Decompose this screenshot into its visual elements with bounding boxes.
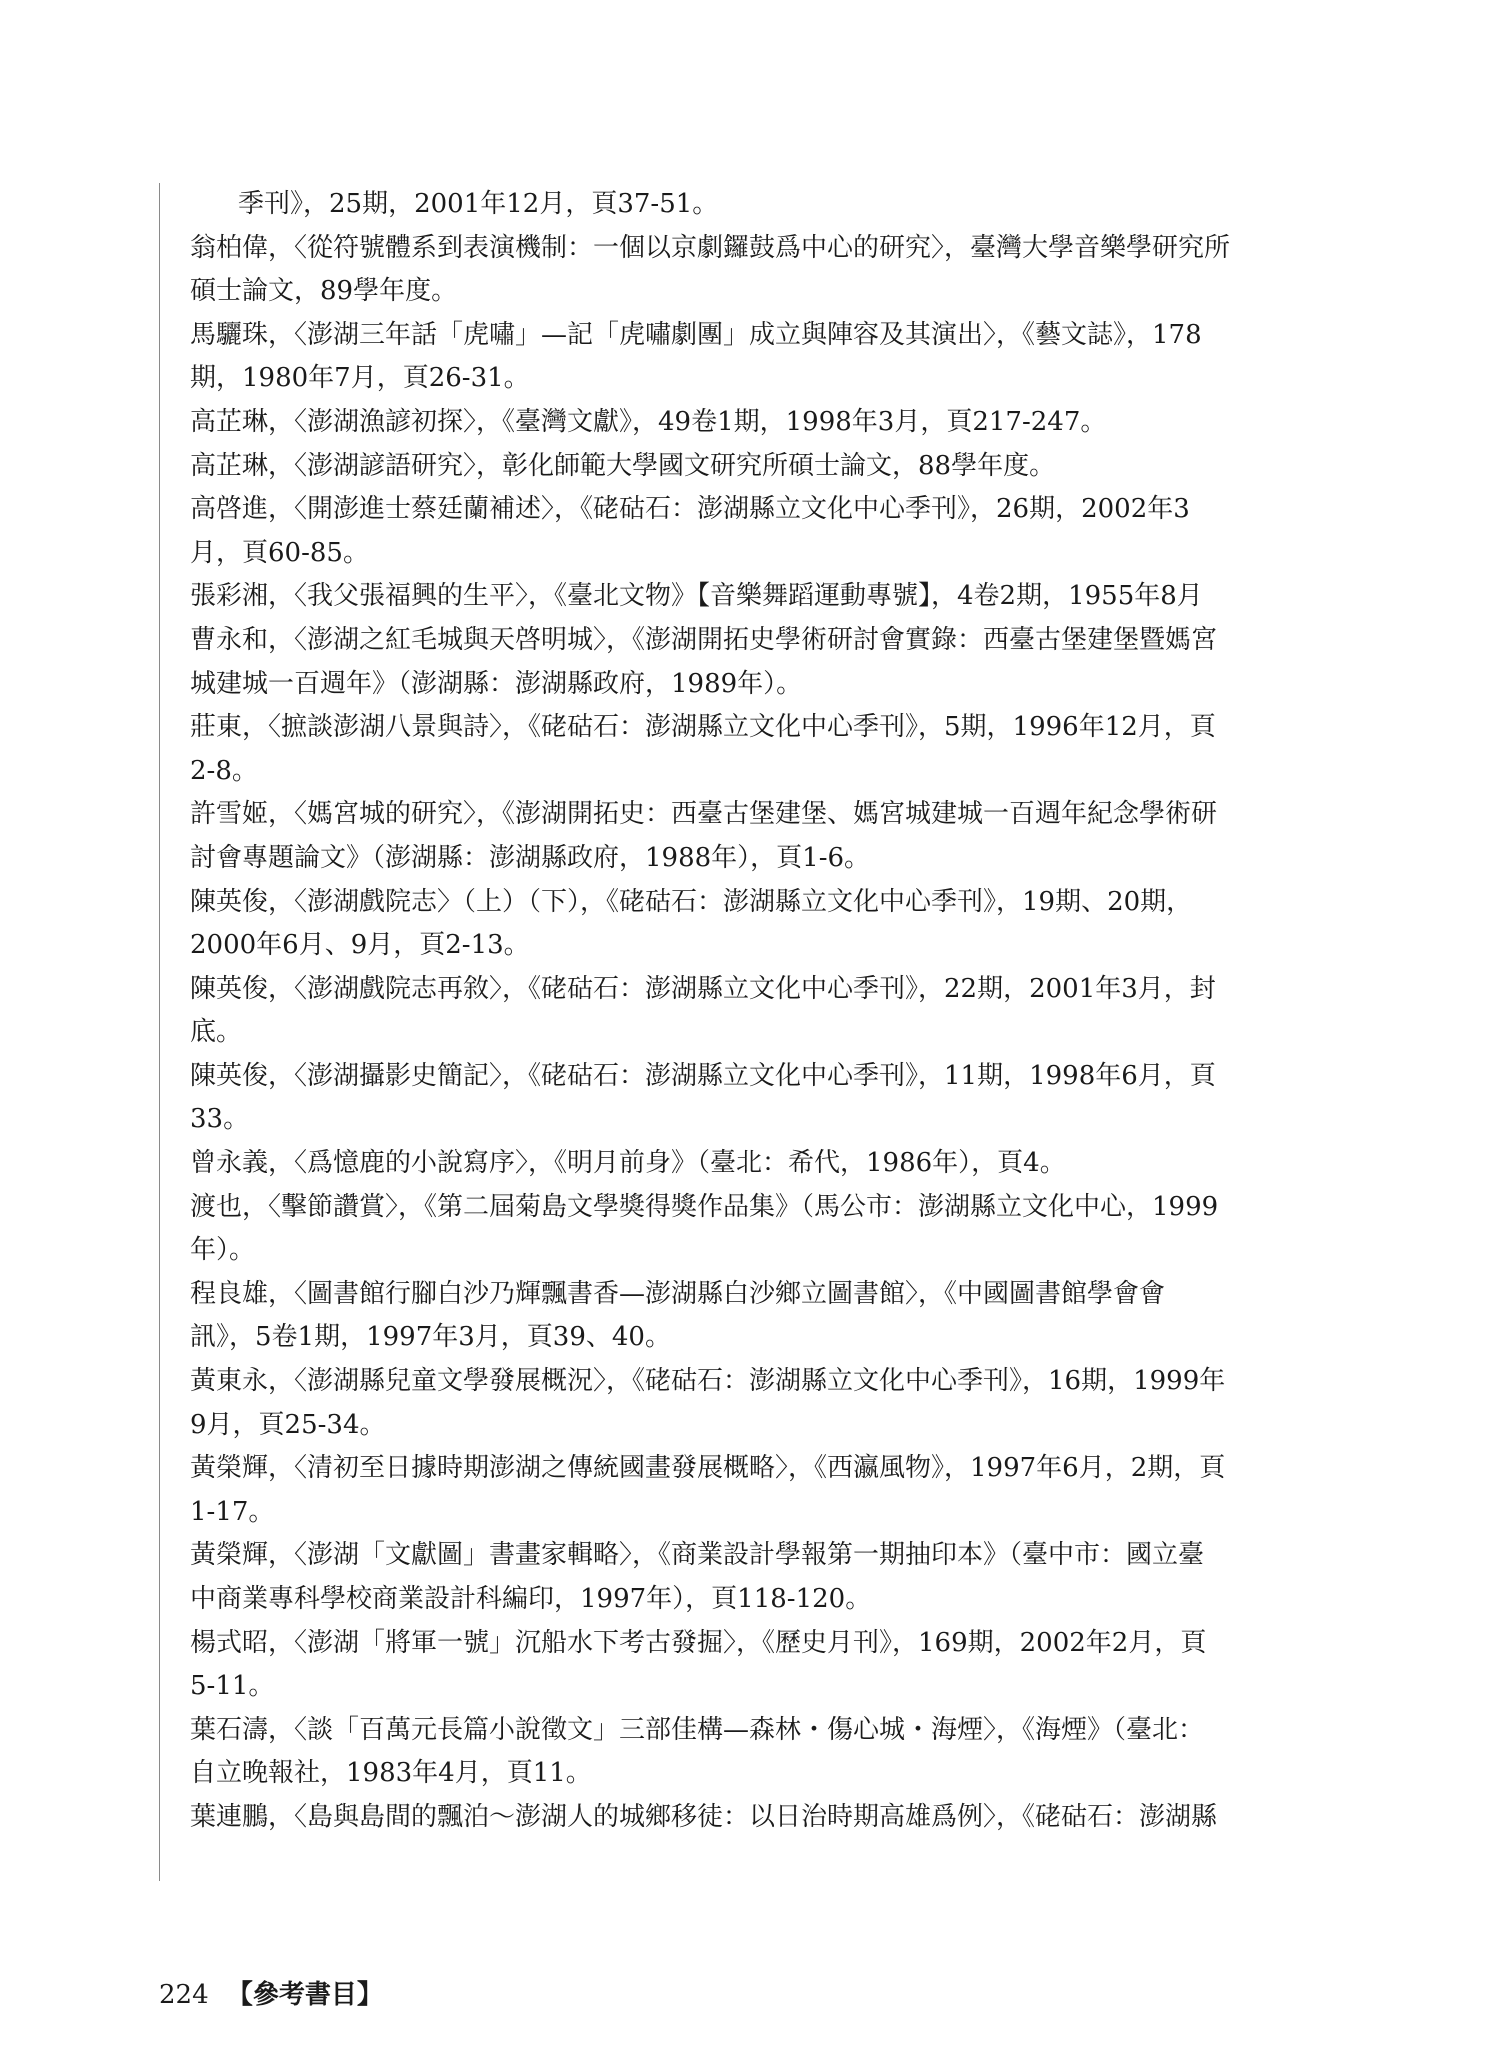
entry-line: 渡也，〈擊節讚賞〉，《第二屆菊島文學獎得獎作品集》（馬公市：澎湖縣立文化中心，1999 (190, 1191, 1219, 1222)
entry-line: 翁柏偉，〈從符號體系到表演機制：一個以京劇鑼鼓爲中心的研究〉，臺灣大學音樂學研究所 (190, 232, 1231, 263)
bibliography-entry (190, 401, 1340, 445)
page-number: 224 (159, 1980, 209, 2010)
entry-line: 程良雄，〈圖書館行腳白沙乃輝飄書香—澎湖縣白沙鄉立圖書館〉，《中國圖書館學會會 (190, 1278, 1166, 1309)
entry-line: 黃東永，〈澎湖縣兒童文學發展概況〉，《硓𥑮石：澎湖縣立文化中心季刊》，16期，1999年 (190, 1366, 1226, 1397)
entry-line: 高啓進，〈開澎進士蔡廷蘭補述〉，《硓𥑮石：澎湖縣立文化中心季刊》，26期，2002年3 (190, 494, 1190, 525)
bibliography-entry (190, 183, 1340, 227)
entry-line: 碩士論文，89學年度。 (190, 276, 458, 307)
entry-line: 馬驪珠，〈澎湖三年話「虎嘯」—記「虎嘯劇團」成立與陣容及其演出〉，《藝文誌》，178 (190, 319, 1202, 350)
entry-line: 5-11。 (190, 1671, 275, 1702)
bibliography-entry (190, 1186, 1340, 1273)
entry-line: 楊式昭，〈澎湖「將軍一號」沉船水下考古發掘〉，《歷史月刊》，169期，2002年2月，頁 (190, 1627, 1207, 1658)
entry-line: 黃榮輝，〈澎湖「文獻圖」書畫家輯略〉，《商業設計學報第一期抽印本》（臺中市：國立臺 (190, 1540, 1205, 1571)
entry-line: 黃榮輝，〈清初至日據時期澎湖之傳統國畫發展概略〉，《西瀛風物》，1997年6月，2期，頁 (190, 1453, 1226, 1484)
entry-line: 33。 (190, 1104, 250, 1135)
entry-line: 期，1980年7月，頁26-31。 (190, 363, 530, 394)
bibliography-entry (190, 793, 1340, 880)
bibliography-entry (190, 968, 1340, 1055)
entry-line: 底。 (190, 1017, 243, 1048)
entry-line: 城建城一百週年》（澎湖縣：澎湖縣政府，1989年）。 (190, 668, 803, 699)
bibliography-entry (190, 1622, 1340, 1709)
entry-line: 陳英俊，〈澎湖攝影史簡記〉，《硓𥑮石：澎湖縣立文化中心季刊》，11期，1998年6月，頁 (190, 1060, 1216, 1091)
entry-line: 陳英俊，〈澎湖戲院志再敘〉，《硓𥑮石：澎湖縣立文化中心季刊》，22期，2001年3月，封 (190, 973, 1216, 1004)
section-title: 【參考書目】 (226, 1980, 383, 2010)
bibliography-entry (190, 1142, 1340, 1186)
entry-line: 許雪姬，〈媽宮城的研究〉，《澎湖開拓史：西臺古堡建堡、媽宮城建城一百週年紀念學術研 (190, 799, 1218, 830)
entry-line: 訊》，5卷1期，1997年3月，頁39、40。 (190, 1322, 671, 1353)
page-footer (159, 1978, 383, 2012)
entry-line: 月，頁60-85。 (190, 537, 369, 568)
bibliography-entry (190, 1360, 1340, 1447)
entry-line: 討會專題論文》（澎湖縣：澎湖縣政府，1988年），頁1-6。 (190, 842, 871, 873)
bibliography-entry (190, 619, 1340, 706)
entry-line: 陳英俊，〈澎湖戲院志〉（上）（下），《硓𥑮石：澎湖縣立文化中心季刊》，19期、20期， (190, 886, 1193, 917)
bibliography-entry (190, 1796, 1340, 1840)
entry-line: 曹永和，〈澎湖之紅毛城與天啓明城〉，《澎湖開拓史學術研討會實錄：西臺古堡建堡暨媽宮 (190, 624, 1218, 655)
entry-line: 9月，頁25-34。 (190, 1409, 386, 1440)
entry-line: 年）。 (190, 1235, 256, 1266)
bibliography-entry (190, 227, 1340, 314)
bibliography-entry (190, 314, 1340, 401)
entry-line: 2000年6月、9月，頁2-13。 (190, 930, 530, 961)
entry-line: 張彩湘，〈我父張福興的生平〉，《臺北文物》【音樂舞蹈運動專號】，4卷2期，1955年8月 (190, 581, 1203, 612)
entry-line: 自立晚報社，1983年4月，頁11。 (190, 1758, 592, 1789)
bibliography-entry (190, 575, 1340, 619)
bibliography-entry (190, 488, 1340, 575)
entry-line: 2-8。 (190, 755, 258, 786)
entry-line: 曾永義，〈爲憶鹿的小說寫序〉，《明月前身》（臺北：希代，1986年），頁4。 (190, 1148, 1066, 1179)
bibliography-entry (190, 445, 1340, 489)
bibliography-entry (190, 1273, 1340, 1360)
entry-line: 1-17。 (190, 1496, 275, 1527)
bibliography-entry (190, 881, 1340, 968)
entry-line: 中商業專科學校商業設計科編印，1997年），頁118-120。 (190, 1584, 872, 1614)
bibliography-entry (190, 706, 1340, 793)
margin-rule (159, 183, 160, 1881)
entry-line: 葉連鵬，〈島與島間的飄泊～澎湖人的城鄉移徒：以日治時期高雄爲例〉，《硓𥑮石：澎湖縣 (190, 1801, 1218, 1832)
entry-line: 高芷琳，〈澎湖漁諺初探〉，《臺灣文獻》，49卷1期，1998年3月，頁217-247。 (190, 406, 1107, 437)
bibliography-entry (190, 1709, 1340, 1796)
bibliography-entry (190, 1447, 1340, 1534)
entry-line: 葉石濤，〈談「百萬元長篇小說徵文」三部佳構—森林・傷心城・海煙〉，《海煙》（臺北： (190, 1714, 1205, 1745)
bibliography-list (190, 183, 1340, 1840)
entry-line: 季刊》，25期，2001年12月，頁37-51。 (238, 189, 719, 219)
bibliography-entry (190, 1055, 1340, 1142)
bibliography-entry (190, 1534, 1340, 1621)
entry-line: 莊東，〈摭談澎湖八景與詩〉，《硓𥑮石：澎湖縣立文化中心季刊》，5期，1996年12月，頁 (190, 712, 1216, 743)
entry-line: 高芷琳，〈澎湖諺語研究〉，彰化師範大學國文研究所碩士論文，88學年度。 (190, 450, 1056, 481)
